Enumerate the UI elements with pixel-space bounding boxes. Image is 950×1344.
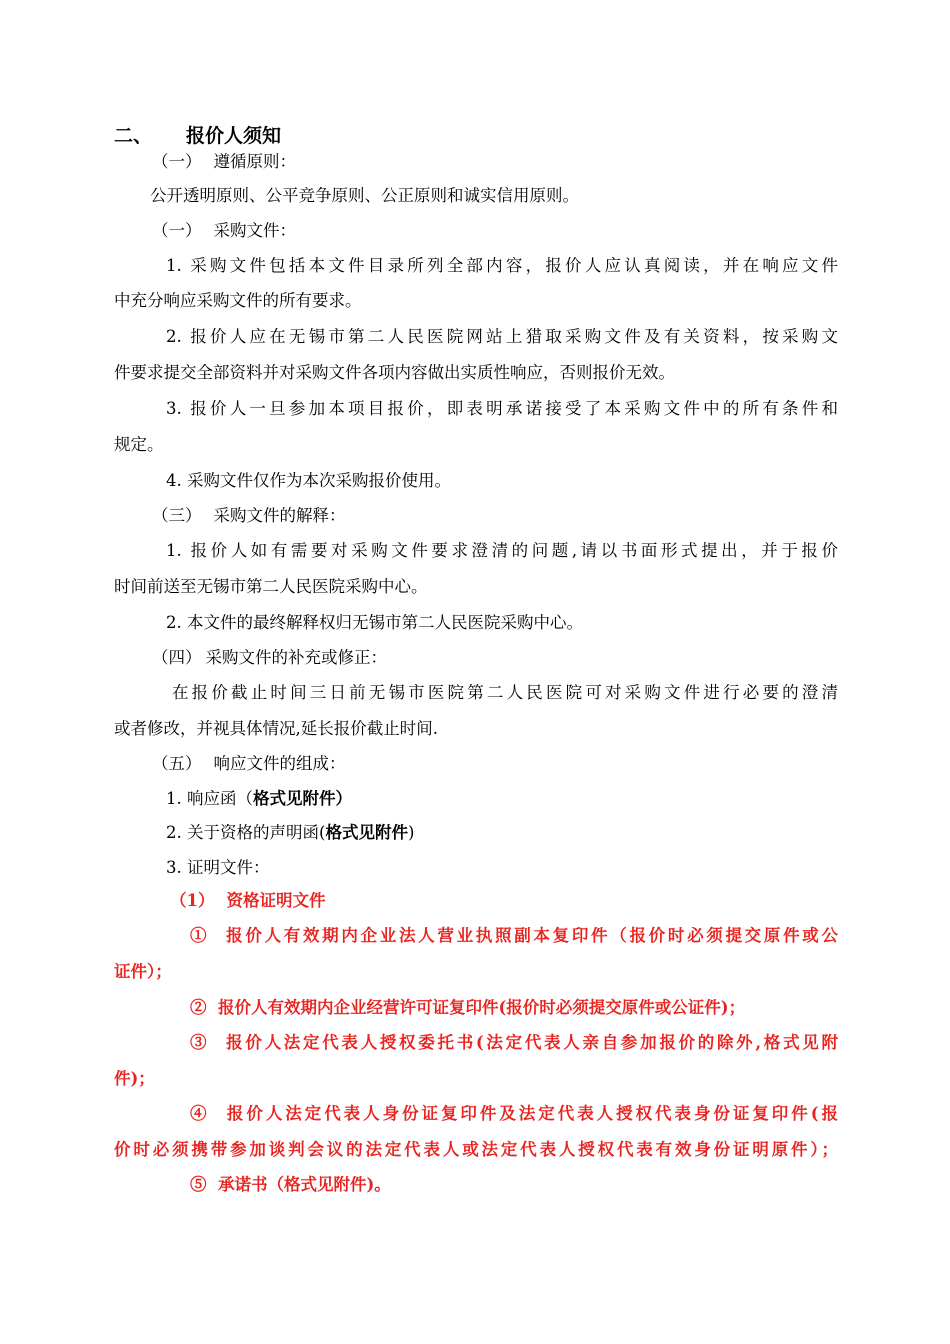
amendment-text: 在报价截止时间三日前无锡市医院第二人民医院可对采购文件进行必要的澄清	[172, 683, 838, 702]
requirement-4-cont: 价时必须携带参加谈判会议的法定代表人或法定代表人授权代表有效身份证明原件）；	[114, 1140, 838, 1159]
procurement-item-1: 1. 采购文件包括本文件目录所列全部内容，报价人应认真阅读，并在响应文件	[166, 256, 839, 275]
procurement-item-3: 3. 报价人一旦参加本项目报价，即表明承诺接受了本采购文件中的所有条件和	[166, 399, 839, 418]
procurement-item-2: 2. 报价人应在无锡市第二人民医院网站上猎取采购文件及有关资料，按采购文	[166, 327, 839, 346]
response-item-3: 3. 证明文件：	[166, 858, 270, 877]
procurement-item-2-cont: 件要求提交全部资料并对采购文件各项内容做出实质性响应，否则报价无效。	[114, 363, 675, 382]
section-number: 二、	[114, 125, 153, 147]
requirement-1: ① 报价人有效期内企业法人营业执照副本复印件（报价时必须提交原件或公	[190, 926, 839, 945]
subsection-heading-interpretation: （三） 采购文件的解释：	[152, 506, 346, 525]
requirement-1-cont: 证件）；	[114, 962, 172, 981]
response-item-2: 2. 关于资格的声明函(格式见附件)	[166, 823, 415, 842]
interpretation-item-1-cont: 时间前送至无锡市第二人民医院采购中心。	[114, 577, 428, 596]
procurement-item-1-cont: 中充分响应采购文件的所有要求。	[114, 291, 362, 310]
requirement-4: ④ 报价人法定代表人身份证复印件及法定代表人授权代表身份证复印件(报	[190, 1104, 839, 1123]
subsection-heading-response-docs: （五） 响应文件的组成：	[152, 754, 346, 773]
procurement-item-4: 4. 采购文件仅作为本次采购报价使用。	[166, 471, 451, 490]
subsection-heading-principles: （一） 遵循原则：	[152, 152, 296, 171]
procurement-item-3-cont: 规定。	[114, 435, 164, 454]
requirement-3-cont: 件)；	[114, 1069, 155, 1088]
interpretation-item-2: 2. 本文件的最终解释权归无锡市第二人民医院采购中心。	[166, 613, 583, 632]
amendment-text-cont: 或者修改，并视具体情况,延长报价截止时间.	[114, 719, 438, 738]
interpretation-item-1: 1. 报价人如有需要对采购文件要求澄清的问题,请以书面形式提出，并于报价	[166, 541, 839, 560]
section-heading	[114, 124, 838, 148]
qualification-docs-heading: （1） 资格证明文件	[170, 891, 326, 910]
subsection-heading-amendment: （四） 采购文件的补充或修正：	[152, 648, 387, 667]
requirement-2: ② 报价人有效期内企业经营许可证复印件(报价时必须提交原件或公证件)；	[190, 998, 746, 1017]
requirement-3: ③ 报价人法定代表人授权委托书(法定代表人亲自参加报价的除外,格式见附	[190, 1033, 838, 1052]
subsection-heading-procurement-docs: （一） 采购文件：	[152, 221, 296, 240]
response-item-1: 1. 响应函（格式见附件）	[166, 789, 352, 808]
principles-text: 公开透明原则、公平竞争原则、公正原则和诚实信用原则。	[150, 186, 579, 205]
requirement-5: ⑤ 承诺书（格式见附件)。	[190, 1175, 391, 1194]
section-title: 报价人须知	[186, 125, 282, 147]
